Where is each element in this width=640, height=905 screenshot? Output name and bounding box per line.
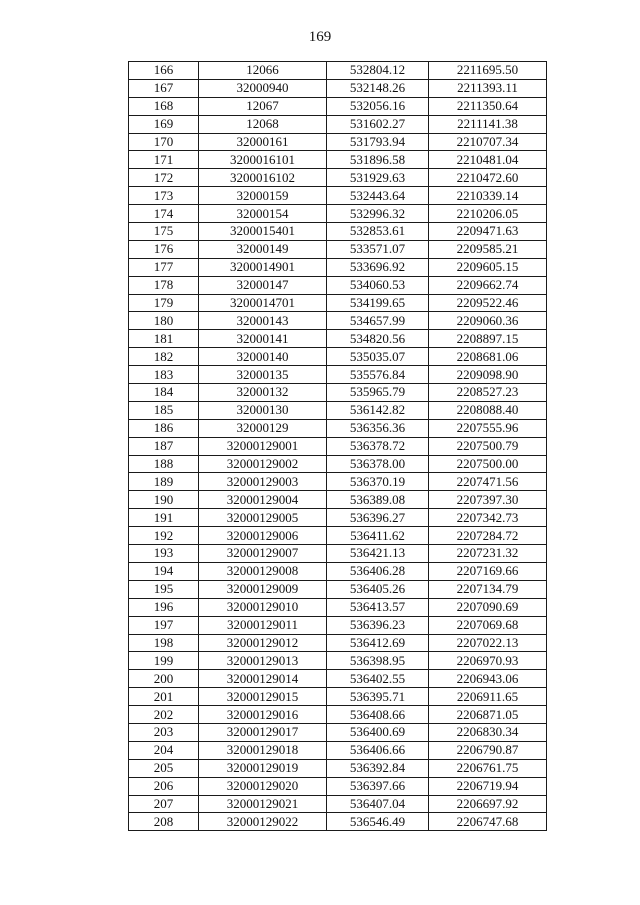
x-coordinate-cell: 536413.57 bbox=[327, 598, 429, 616]
x-coordinate-cell: 532853.61 bbox=[327, 223, 429, 241]
point-id-cell: 32000129002 bbox=[199, 455, 327, 473]
point-id-cell: 32000129012 bbox=[199, 634, 327, 652]
y-coordinate-cell: 2206697.92 bbox=[429, 795, 547, 813]
x-coordinate-cell: 531929.63 bbox=[327, 169, 429, 187]
point-id-cell: 3200014901 bbox=[199, 258, 327, 276]
x-coordinate-cell: 536378.72 bbox=[327, 437, 429, 455]
y-coordinate-cell: 2207342.73 bbox=[429, 509, 547, 527]
table-row bbox=[129, 777, 547, 795]
x-coordinate-cell: 534199.65 bbox=[327, 294, 429, 312]
row-number-cell: 168 bbox=[129, 97, 199, 115]
table-row bbox=[129, 294, 547, 312]
y-coordinate-cell: 2207090.69 bbox=[429, 598, 547, 616]
y-coordinate-cell: 2207500.00 bbox=[429, 455, 547, 473]
row-number-cell: 183 bbox=[129, 366, 199, 384]
x-coordinate-cell: 536397.66 bbox=[327, 777, 429, 795]
x-coordinate-cell: 536402.55 bbox=[327, 670, 429, 688]
y-coordinate-cell: 2207471.56 bbox=[429, 473, 547, 491]
point-id-cell: 32000129015 bbox=[199, 688, 327, 706]
table-row bbox=[129, 384, 547, 402]
row-number-cell: 178 bbox=[129, 276, 199, 294]
table-row bbox=[129, 79, 547, 97]
table-row bbox=[129, 580, 547, 598]
table-row bbox=[129, 401, 547, 419]
x-coordinate-cell: 532443.64 bbox=[327, 187, 429, 205]
y-coordinate-cell: 2206911.65 bbox=[429, 688, 547, 706]
point-id-cell: 32000161 bbox=[199, 133, 327, 151]
y-coordinate-cell: 2211350.64 bbox=[429, 97, 547, 115]
row-number-cell: 181 bbox=[129, 330, 199, 348]
row-number-cell: 204 bbox=[129, 741, 199, 759]
point-id-cell: 32000129001 bbox=[199, 437, 327, 455]
row-number-cell: 186 bbox=[129, 419, 199, 437]
point-id-cell: 12067 bbox=[199, 97, 327, 115]
page-number: 169 bbox=[308, 29, 332, 45]
x-coordinate-cell: 536546.49 bbox=[327, 813, 429, 831]
y-coordinate-cell: 2210472.60 bbox=[429, 169, 547, 187]
point-id-cell: 32000154 bbox=[199, 205, 327, 223]
point-id-cell: 32000135 bbox=[199, 366, 327, 384]
x-coordinate-cell: 536400.69 bbox=[327, 723, 429, 741]
table-row bbox=[129, 723, 547, 741]
table-row bbox=[129, 652, 547, 670]
y-coordinate-cell: 2208897.15 bbox=[429, 330, 547, 348]
y-coordinate-cell: 2207397.30 bbox=[429, 491, 547, 509]
y-coordinate-cell: 2206970.93 bbox=[429, 652, 547, 670]
x-coordinate-cell: 536395.71 bbox=[327, 688, 429, 706]
y-coordinate-cell: 2211695.50 bbox=[429, 62, 547, 80]
table-row bbox=[129, 437, 547, 455]
x-coordinate-cell: 536411.62 bbox=[327, 527, 429, 545]
point-id-cell: 32000940 bbox=[199, 79, 327, 97]
y-coordinate-cell: 2207134.79 bbox=[429, 580, 547, 598]
x-coordinate-cell: 531602.27 bbox=[327, 115, 429, 133]
y-coordinate-cell: 2207069.68 bbox=[429, 616, 547, 634]
table-row bbox=[129, 240, 547, 258]
y-coordinate-cell: 2206943.06 bbox=[429, 670, 547, 688]
x-coordinate-cell: 536370.19 bbox=[327, 473, 429, 491]
point-id-cell: 32000130 bbox=[199, 401, 327, 419]
x-coordinate-cell: 536378.00 bbox=[327, 455, 429, 473]
x-coordinate-cell: 531896.58 bbox=[327, 151, 429, 169]
table-row bbox=[129, 741, 547, 759]
table-row bbox=[129, 509, 547, 527]
row-number-cell: 170 bbox=[129, 133, 199, 151]
point-id-cell: 32000129003 bbox=[199, 473, 327, 491]
y-coordinate-cell: 2206830.34 bbox=[429, 723, 547, 741]
table-row bbox=[129, 706, 547, 724]
row-number-cell: 180 bbox=[129, 312, 199, 330]
row-number-cell: 185 bbox=[129, 401, 199, 419]
y-coordinate-cell: 2208088.40 bbox=[429, 401, 547, 419]
row-number-cell: 203 bbox=[129, 723, 199, 741]
y-coordinate-cell: 2210206.05 bbox=[429, 205, 547, 223]
table-row bbox=[129, 151, 547, 169]
y-coordinate-cell: 2208527.23 bbox=[429, 384, 547, 402]
point-id-cell: 32000129017 bbox=[199, 723, 327, 741]
row-number-cell: 196 bbox=[129, 598, 199, 616]
row-number-cell: 179 bbox=[129, 294, 199, 312]
y-coordinate-cell: 2210707.34 bbox=[429, 133, 547, 151]
x-coordinate-cell: 536396.27 bbox=[327, 509, 429, 527]
point-id-cell: 32000129021 bbox=[199, 795, 327, 813]
row-number-cell: 201 bbox=[129, 688, 199, 706]
y-coordinate-cell: 2209522.46 bbox=[429, 294, 547, 312]
point-id-cell: 32000129016 bbox=[199, 706, 327, 724]
x-coordinate-cell: 536421.13 bbox=[327, 545, 429, 563]
y-coordinate-cell: 2210339.14 bbox=[429, 187, 547, 205]
row-number-cell: 190 bbox=[129, 491, 199, 509]
point-id-cell: 32000143 bbox=[199, 312, 327, 330]
y-coordinate-cell: 2207231.32 bbox=[429, 545, 547, 563]
point-id-cell: 32000129007 bbox=[199, 545, 327, 563]
table-row bbox=[129, 473, 547, 491]
row-number-cell: 187 bbox=[129, 437, 199, 455]
table-row bbox=[129, 169, 547, 187]
x-coordinate-cell: 535576.84 bbox=[327, 366, 429, 384]
table-row bbox=[129, 759, 547, 777]
table-row bbox=[129, 795, 547, 813]
table-row bbox=[129, 223, 547, 241]
x-coordinate-cell: 535965.79 bbox=[327, 384, 429, 402]
y-coordinate-cell: 2206719.94 bbox=[429, 777, 547, 795]
row-number-cell: 166 bbox=[129, 62, 199, 80]
row-number-cell: 198 bbox=[129, 634, 199, 652]
point-id-cell: 32000129011 bbox=[199, 616, 327, 634]
y-coordinate-cell: 2209605.15 bbox=[429, 258, 547, 276]
y-coordinate-cell: 2207284.72 bbox=[429, 527, 547, 545]
table-row bbox=[129, 312, 547, 330]
table-row bbox=[129, 187, 547, 205]
point-id-cell: 12066 bbox=[199, 62, 327, 80]
table-row bbox=[129, 258, 547, 276]
y-coordinate-cell: 2209471.63 bbox=[429, 223, 547, 241]
x-coordinate-cell: 533571.07 bbox=[327, 240, 429, 258]
point-id-cell: 32000159 bbox=[199, 187, 327, 205]
row-number-cell: 195 bbox=[129, 580, 199, 598]
table-row bbox=[129, 366, 547, 384]
table-row bbox=[129, 330, 547, 348]
point-id-cell: 32000129013 bbox=[199, 652, 327, 670]
row-number-cell: 169 bbox=[129, 115, 199, 133]
table-row bbox=[129, 419, 547, 437]
x-coordinate-cell: 532056.16 bbox=[327, 97, 429, 115]
row-number-cell: 206 bbox=[129, 777, 199, 795]
point-id-cell: 32000129014 bbox=[199, 670, 327, 688]
point-id-cell: 32000129008 bbox=[199, 562, 327, 580]
table-row bbox=[129, 688, 547, 706]
row-number-cell: 189 bbox=[129, 473, 199, 491]
row-number-cell: 202 bbox=[129, 706, 199, 724]
table-row bbox=[129, 62, 547, 80]
row-number-cell: 188 bbox=[129, 455, 199, 473]
x-coordinate-cell: 536142.82 bbox=[327, 401, 429, 419]
point-id-cell: 32000129019 bbox=[199, 759, 327, 777]
point-id-cell: 32000141 bbox=[199, 330, 327, 348]
x-coordinate-cell: 536408.66 bbox=[327, 706, 429, 724]
table-row bbox=[129, 455, 547, 473]
point-id-cell: 32000132 bbox=[199, 384, 327, 402]
x-coordinate-cell: 536392.84 bbox=[327, 759, 429, 777]
x-coordinate-cell: 536412.69 bbox=[327, 634, 429, 652]
point-id-cell: 32000129009 bbox=[199, 580, 327, 598]
point-id-cell: 32000140 bbox=[199, 348, 327, 366]
row-number-cell: 182 bbox=[129, 348, 199, 366]
table-row bbox=[129, 670, 547, 688]
x-coordinate-cell: 533696.92 bbox=[327, 258, 429, 276]
row-number-cell: 193 bbox=[129, 545, 199, 563]
point-id-cell: 32000129020 bbox=[199, 777, 327, 795]
point-id-cell: 32000129 bbox=[199, 419, 327, 437]
x-coordinate-cell: 536407.04 bbox=[327, 795, 429, 813]
x-coordinate-cell: 536356.36 bbox=[327, 419, 429, 437]
y-coordinate-cell: 2207022.13 bbox=[429, 634, 547, 652]
table-row bbox=[129, 491, 547, 509]
point-id-cell: 32000149 bbox=[199, 240, 327, 258]
row-number-cell: 184 bbox=[129, 384, 199, 402]
x-coordinate-cell: 535035.07 bbox=[327, 348, 429, 366]
table-row bbox=[129, 545, 547, 563]
x-coordinate-cell: 532996.32 bbox=[327, 205, 429, 223]
point-id-cell: 3200015401 bbox=[199, 223, 327, 241]
x-coordinate-cell: 534820.56 bbox=[327, 330, 429, 348]
y-coordinate-cell: 2210481.04 bbox=[429, 151, 547, 169]
y-coordinate-cell: 2207500.79 bbox=[429, 437, 547, 455]
table-row bbox=[129, 813, 547, 831]
x-coordinate-cell: 531793.94 bbox=[327, 133, 429, 151]
y-coordinate-cell: 2207555.96 bbox=[429, 419, 547, 437]
point-id-cell: 32000129004 bbox=[199, 491, 327, 509]
row-number-cell: 207 bbox=[129, 795, 199, 813]
x-coordinate-cell: 532804.12 bbox=[327, 62, 429, 80]
point-id-cell: 32000129022 bbox=[199, 813, 327, 831]
row-number-cell: 177 bbox=[129, 258, 199, 276]
point-id-cell: 32000147 bbox=[199, 276, 327, 294]
row-number-cell: 197 bbox=[129, 616, 199, 634]
y-coordinate-cell: 2206761.75 bbox=[429, 759, 547, 777]
row-number-cell: 205 bbox=[129, 759, 199, 777]
point-id-cell: 3200014701 bbox=[199, 294, 327, 312]
table-row bbox=[129, 616, 547, 634]
x-coordinate-cell: 536406.28 bbox=[327, 562, 429, 580]
point-id-cell: 12068 bbox=[199, 115, 327, 133]
row-number-cell: 174 bbox=[129, 205, 199, 223]
table-row bbox=[129, 634, 547, 652]
row-number-cell: 194 bbox=[129, 562, 199, 580]
table-row bbox=[129, 97, 547, 115]
x-coordinate-cell: 532148.26 bbox=[327, 79, 429, 97]
row-number-cell: 192 bbox=[129, 527, 199, 545]
y-coordinate-cell: 2209060.36 bbox=[429, 312, 547, 330]
x-coordinate-cell: 536398.95 bbox=[327, 652, 429, 670]
y-coordinate-cell: 2211393.11 bbox=[429, 79, 547, 97]
table-row bbox=[129, 115, 547, 133]
y-coordinate-cell: 2207169.66 bbox=[429, 562, 547, 580]
table-row bbox=[129, 562, 547, 580]
y-coordinate-cell: 2209585.21 bbox=[429, 240, 547, 258]
y-coordinate-cell: 2211141.38 bbox=[429, 115, 547, 133]
point-id-cell: 32000129005 bbox=[199, 509, 327, 527]
coordinates-table-body bbox=[129, 62, 547, 831]
x-coordinate-cell: 536396.23 bbox=[327, 616, 429, 634]
table-row bbox=[129, 205, 547, 223]
point-id-cell: 32000129006 bbox=[199, 527, 327, 545]
row-number-cell: 199 bbox=[129, 652, 199, 670]
point-id-cell: 3200016101 bbox=[199, 151, 327, 169]
row-number-cell: 208 bbox=[129, 813, 199, 831]
y-coordinate-cell: 2206747.68 bbox=[429, 813, 547, 831]
y-coordinate-cell: 2209662.74 bbox=[429, 276, 547, 294]
x-coordinate-cell: 536405.26 bbox=[327, 580, 429, 598]
table-row bbox=[129, 133, 547, 151]
point-id-cell: 3200016102 bbox=[199, 169, 327, 187]
row-number-cell: 176 bbox=[129, 240, 199, 258]
x-coordinate-cell: 536406.66 bbox=[327, 741, 429, 759]
row-number-cell: 167 bbox=[129, 79, 199, 97]
table-row bbox=[129, 527, 547, 545]
row-number-cell: 191 bbox=[129, 509, 199, 527]
point-id-cell: 32000129010 bbox=[199, 598, 327, 616]
x-coordinate-cell: 534060.53 bbox=[327, 276, 429, 294]
table-row bbox=[129, 598, 547, 616]
row-number-cell: 173 bbox=[129, 187, 199, 205]
y-coordinate-cell: 2209098.90 bbox=[429, 366, 547, 384]
row-number-cell: 171 bbox=[129, 151, 199, 169]
row-number-cell: 175 bbox=[129, 223, 199, 241]
table-row bbox=[129, 276, 547, 294]
x-coordinate-cell: 534657.99 bbox=[327, 312, 429, 330]
row-number-cell: 172 bbox=[129, 169, 199, 187]
y-coordinate-cell: 2208681.06 bbox=[429, 348, 547, 366]
x-coordinate-cell: 536389.08 bbox=[327, 491, 429, 509]
coordinates-table bbox=[128, 61, 547, 831]
row-number-cell: 200 bbox=[129, 670, 199, 688]
point-id-cell: 32000129018 bbox=[199, 741, 327, 759]
y-coordinate-cell: 2206790.87 bbox=[429, 741, 547, 759]
y-coordinate-cell: 2206871.05 bbox=[429, 706, 547, 724]
table-row bbox=[129, 348, 547, 366]
